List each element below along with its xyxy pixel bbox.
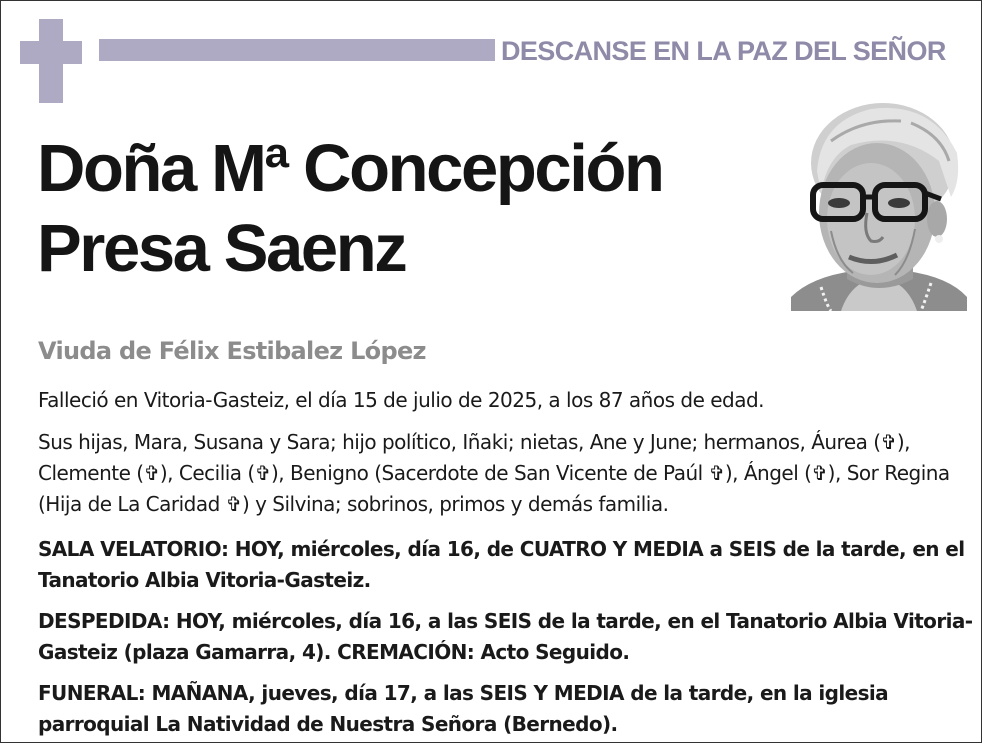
- deceased-name-line1: Doña Mª Concepción: [37, 131, 663, 206]
- deceased-name-line2: Presa Saenz: [37, 211, 406, 286]
- cross-icon-bar: [20, 41, 82, 64]
- deceased-name: [37, 129, 797, 289]
- death-notice-paragraph: Falleció en Vitoria-Gasteiz, el día 15 de julio de 2025, a los 87 años de edad.: [38, 388, 765, 412]
- farewell-paragraph: DESPEDIDA: HOY, miércoles, día 16, a las SEIS de la tarde, en el Tanatorio Albia Vitoria-Gasteiz (plaza Gamarra, 4). CREMACIÓN: Acto Seguido.: [38, 609, 973, 664]
- header-rule: [99, 39, 495, 61]
- widow-of-line: Viuda de Félix Estibalez López: [38, 337, 426, 365]
- portrait-photo: [791, 101, 967, 311]
- header-motto: DESCANSE EN LA PAZ DEL SEÑOR: [501, 36, 946, 66]
- wake-paragraph: SALA VELATORIO: HOY, miércoles, día 16, de CUATRO Y MEDIA a SEIS de la tarde, en el Tanatorio Albia Vitoria-Gasteiz.: [38, 537, 965, 592]
- funeral-paragraph: FUNERAL: MAÑANA, jueves, día 17, a las SEIS Y MEDIA de la tarde, en la iglesia parroquial La Natividad de Nuestra Señora (Bernedo).: [38, 681, 889, 736]
- family-paragraph: Sus hijas, Mara, Susana y Sara; hijo político, Iñaki; nietas, Ane y June; hermanos, Áurea (✞), Clemente (✞), Cecilia (✞), Benigno (Sacerdote de San Vicente de Paúl ✞), Ángel (✞), Sor Regina (Hija de La Caridad ✞) y Silvina; sobrinos, primos y demás familia.: [38, 430, 950, 516]
